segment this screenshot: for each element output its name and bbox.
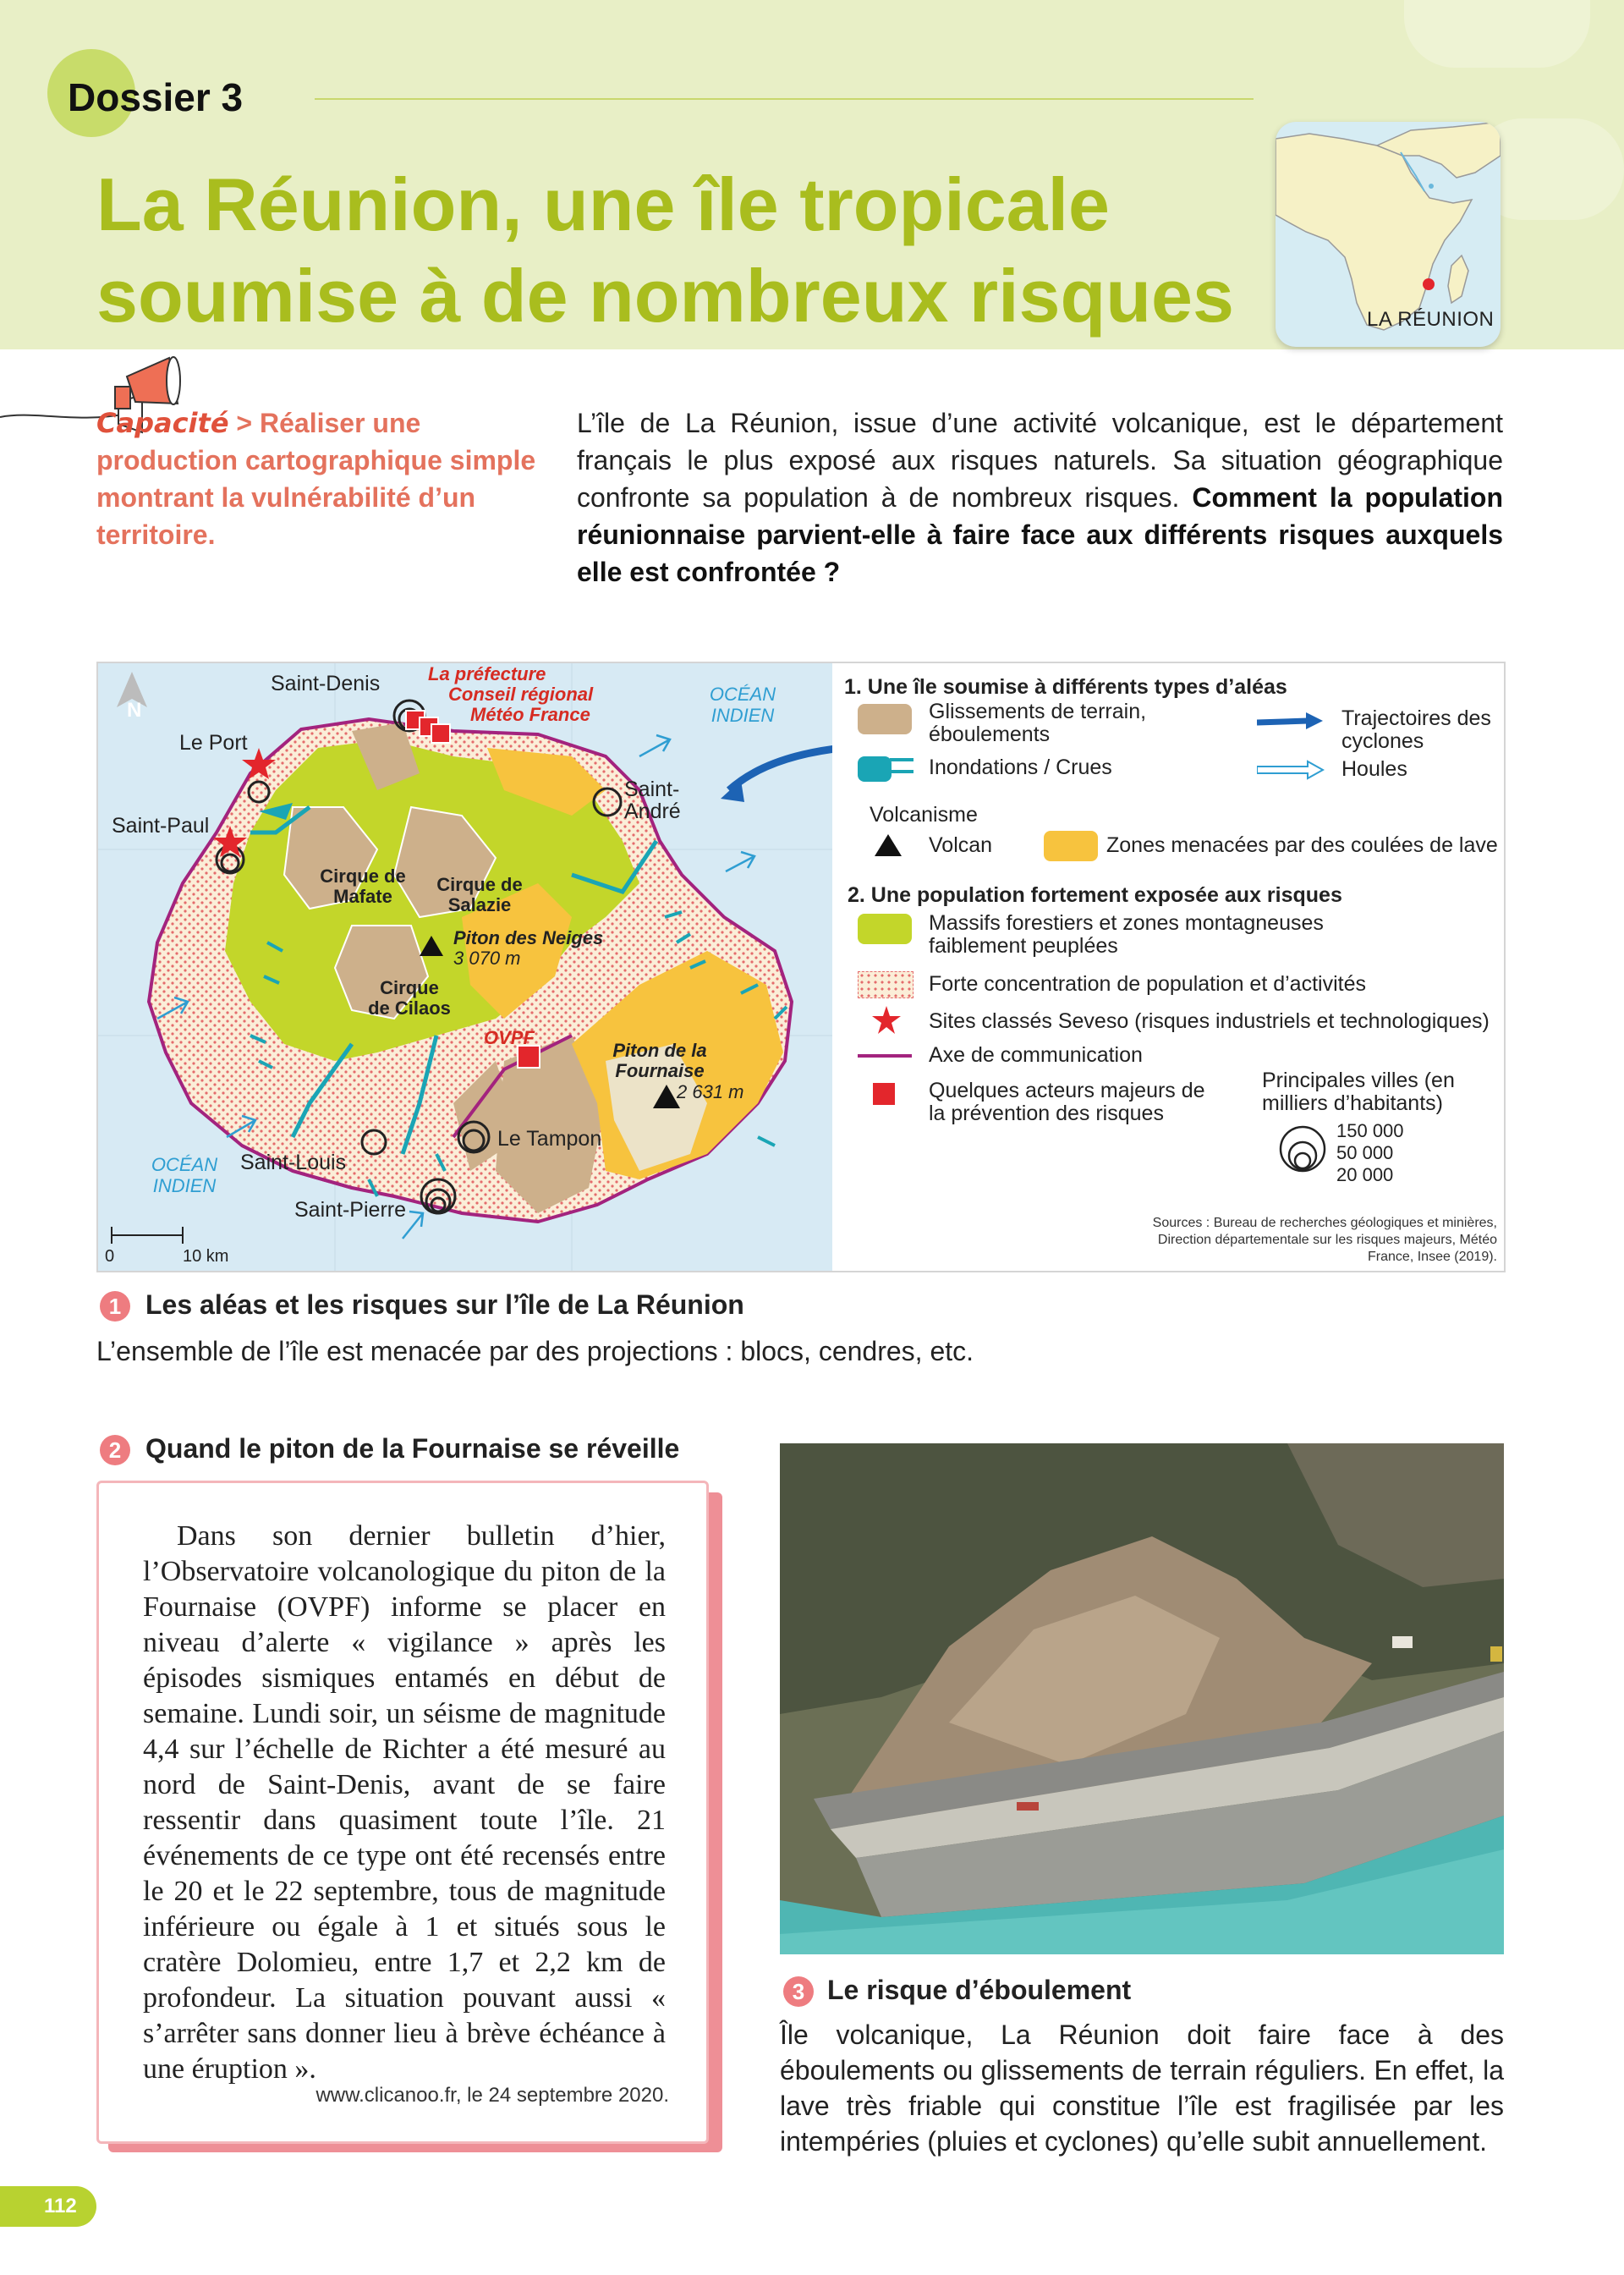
legend-villes-20: 20 000 bbox=[1336, 1164, 1394, 1185]
label-piton-fournaise-alt: 2 631 m bbox=[677, 1081, 744, 1102]
legend-houles: Houles bbox=[1341, 757, 1407, 781]
legend-villes-50: 50 000 bbox=[1336, 1142, 1394, 1163]
map-sources: Sources : Bureau de recherches géologiques et minières, Direction départementale sur les risques majeurs, Météo France, Insee (2019). bbox=[1152, 1216, 1497, 1264]
capacite-tag: Capacité bbox=[96, 407, 229, 439]
title-line-1: La Réunion, une île tropicale bbox=[96, 162, 1110, 246]
doc2-title: Quand le piton de la Fournaise se réveille bbox=[145, 1433, 680, 1464]
doc1-text: L’ensemble de l’île est menacée par des projections : blocs, cendres, etc. bbox=[96, 1336, 974, 1366]
swatch-inondations bbox=[858, 756, 892, 782]
volcano-icon bbox=[873, 833, 903, 858]
doc2-quote-box bbox=[96, 1481, 709, 2144]
label-ocean-sw: OCÉAN INDIEN bbox=[151, 1154, 218, 1196]
legend-acteurs: Quelques acteurs majeurs de la prévention des risques bbox=[929, 1079, 1205, 1125]
label-saint-paul: Saint-Paul bbox=[112, 814, 210, 838]
legend-lave: Zones menacées par des coulées de lave bbox=[1106, 833, 1498, 857]
doc-number-badge: 3 bbox=[783, 1976, 814, 2007]
intro-paragraph bbox=[577, 404, 1503, 591]
header-divider bbox=[315, 98, 1254, 100]
swatch-crues-line bbox=[890, 758, 914, 761]
page-number: 112 bbox=[44, 2195, 77, 2217]
label-cirque-salazie: Cirque de Salazie bbox=[436, 874, 523, 915]
label-saint-andre: Saint-André bbox=[624, 778, 681, 823]
legend-villes-150: 150 000 bbox=[1336, 1120, 1404, 1141]
doc-number-badge: 2 bbox=[100, 1435, 130, 1465]
legend-villes-title: Principales villes (en milliers d’habitants) bbox=[1262, 1069, 1455, 1115]
rockfall-photo bbox=[780, 1443, 1504, 1954]
swatch-glissements bbox=[858, 704, 912, 734]
label-piton-fournaise: Piton de la Fournaise bbox=[612, 1040, 707, 1081]
label-saint-denis: Saint-Denis bbox=[271, 672, 381, 695]
capacite-arrow: > bbox=[236, 408, 253, 438]
label-meteo-france: Météo France bbox=[470, 704, 590, 725]
label-saint-pierre: Saint-Pierre bbox=[294, 1198, 406, 1222]
legend-inondations: Inondations / Crues bbox=[929, 756, 1112, 779]
capacite-box bbox=[96, 404, 536, 553]
doc2-text: Dans son dernier bulletin d’hier, l’Observatoire volcanologique du piton de la Fournaise (OVPF) informe se placer en niveau d’alerte « vigilance » après les épisodes sismiques entamés en début de semaine. Lundi soir, un séisme de magnitude 4,4 sur l’échelle de Richter a été mesuré au nord de Saint-Denis, avant de se faire ressentir dans quasiment toute l’île. 21 événements de ce type ont été recensés entre le 20 et le 22 septembre, tous de magnitude inférieure ou égale à 1 et situés sous le cratère Dolomieu, entre 1,7 et 2,2 km de profondeur. La situation pouvant aussi « s’arrêter sans donner lieu à brève échéance à une éruption ». bbox=[143, 1520, 666, 2085]
locator-map bbox=[1276, 122, 1501, 347]
title-line-2: soumise à de nombreux risques bbox=[96, 254, 1234, 338]
locator-label: LA RÉUNION bbox=[1367, 308, 1495, 331]
reunion-dot bbox=[1423, 278, 1435, 290]
label-le-tampon: Le Tampon bbox=[497, 1127, 602, 1151]
rockfall-photo-image bbox=[780, 1443, 1504, 1954]
swatch-massifs bbox=[858, 914, 912, 944]
map-legend bbox=[834, 663, 1502, 1271]
doc3-title: Le risque d’éboulement bbox=[827, 1975, 1132, 2005]
doc1-title: Les aléas et les risques sur l’île de La Réunion bbox=[145, 1289, 744, 1320]
intro-text: L’île de La Réunion, issue d’une activité volcanique, est le département français le plus exposé aux risques naturels. Sa situation géographique confronte sa population à de nombreux risques. bbox=[577, 408, 1503, 513]
swatch-concentration bbox=[858, 971, 914, 998]
label-le-port: Le Port bbox=[179, 731, 248, 755]
swatch-crues-line bbox=[890, 770, 914, 773]
legend-trajectoires: Trajectoires des cyclones bbox=[1341, 706, 1491, 753]
legend-massifs: Massifs forestiers et zones montagneuses faiblement peuplées bbox=[929, 911, 1324, 958]
label-cirque-mafate: Cirque de Mafate bbox=[320, 865, 406, 907]
label-ovpf: OVPF bbox=[484, 1027, 535, 1048]
legend-section-2: 2. Une population fortement exposée aux risques bbox=[848, 883, 1342, 907]
swatch-acteurs bbox=[873, 1083, 895, 1105]
legend-volcanisme: Volcanisme bbox=[870, 803, 978, 827]
reunion-map bbox=[98, 663, 832, 1271]
swatch-axe bbox=[858, 1054, 912, 1058]
risk-map-figure bbox=[96, 662, 1506, 1272]
legend-glissements: Glissements de terrain, éboulements bbox=[929, 700, 1147, 746]
doc-number-badge: 1 bbox=[100, 1291, 130, 1322]
seveso-star-icon bbox=[871, 1005, 902, 1036]
swell-arrow-icon bbox=[1257, 760, 1325, 780]
doc2-source: www.clicanoo.fr, le 24 septembre 2020. bbox=[315, 2084, 669, 2107]
label-conseil-regional: Conseil régional bbox=[448, 684, 594, 705]
cyclone-arrow-icon bbox=[1257, 711, 1325, 731]
legend-seveso: Sites classés Seveso (risques industriels et technologiques) bbox=[929, 1009, 1490, 1033]
legend-axe: Axe de communication bbox=[929, 1043, 1143, 1067]
capacite-text: Réaliser une production cartographique simple montrant la vulnérabilité d’un territoire. bbox=[96, 408, 536, 550]
intro-question: Comment la population réunionnaise parvient-elle à faire face aux différents risques auxquels elle est confrontée ? bbox=[577, 482, 1504, 587]
legend-concentration: Forte concentration de population et d’activités bbox=[929, 972, 1366, 996]
north-label: N bbox=[127, 699, 142, 722]
scale-label: 10 km bbox=[183, 1247, 229, 1266]
legend-section-1: 1. Une île soumise à différents types d’aléas bbox=[844, 675, 1287, 699]
swatch-lave bbox=[1044, 831, 1098, 861]
label-saint-louis: Saint-Louis bbox=[240, 1151, 347, 1174]
page-title bbox=[96, 159, 1264, 342]
dossier-label: Dossier 3 bbox=[68, 75, 244, 119]
scale-zero: 0 bbox=[105, 1247, 115, 1266]
doc3-text: Île volcanique, La Réunion doit faire face à des éboulements ou glissements de terrain réguliers. En effet, la lave très friable qui constitue l’île est fragilisée par les intempéries (pluies et cyclones) qu’elle subit annuellement. bbox=[780, 2019, 1504, 2157]
label-ocean-ne: OCÉAN INDIEN bbox=[709, 684, 776, 726]
label-piton-neiges-alt: 3 070 m bbox=[453, 948, 521, 969]
header-decoration bbox=[1404, 0, 1590, 68]
city-circle-icon bbox=[1279, 1124, 1330, 1174]
label-cirque-cilaos: Cirque de Cilaos bbox=[368, 977, 451, 1019]
label-prefecture: La préfecture bbox=[428, 663, 546, 684]
legend-volcan: Volcan bbox=[929, 833, 993, 857]
label-piton-neiges: Piton des Neiges bbox=[453, 927, 604, 948]
